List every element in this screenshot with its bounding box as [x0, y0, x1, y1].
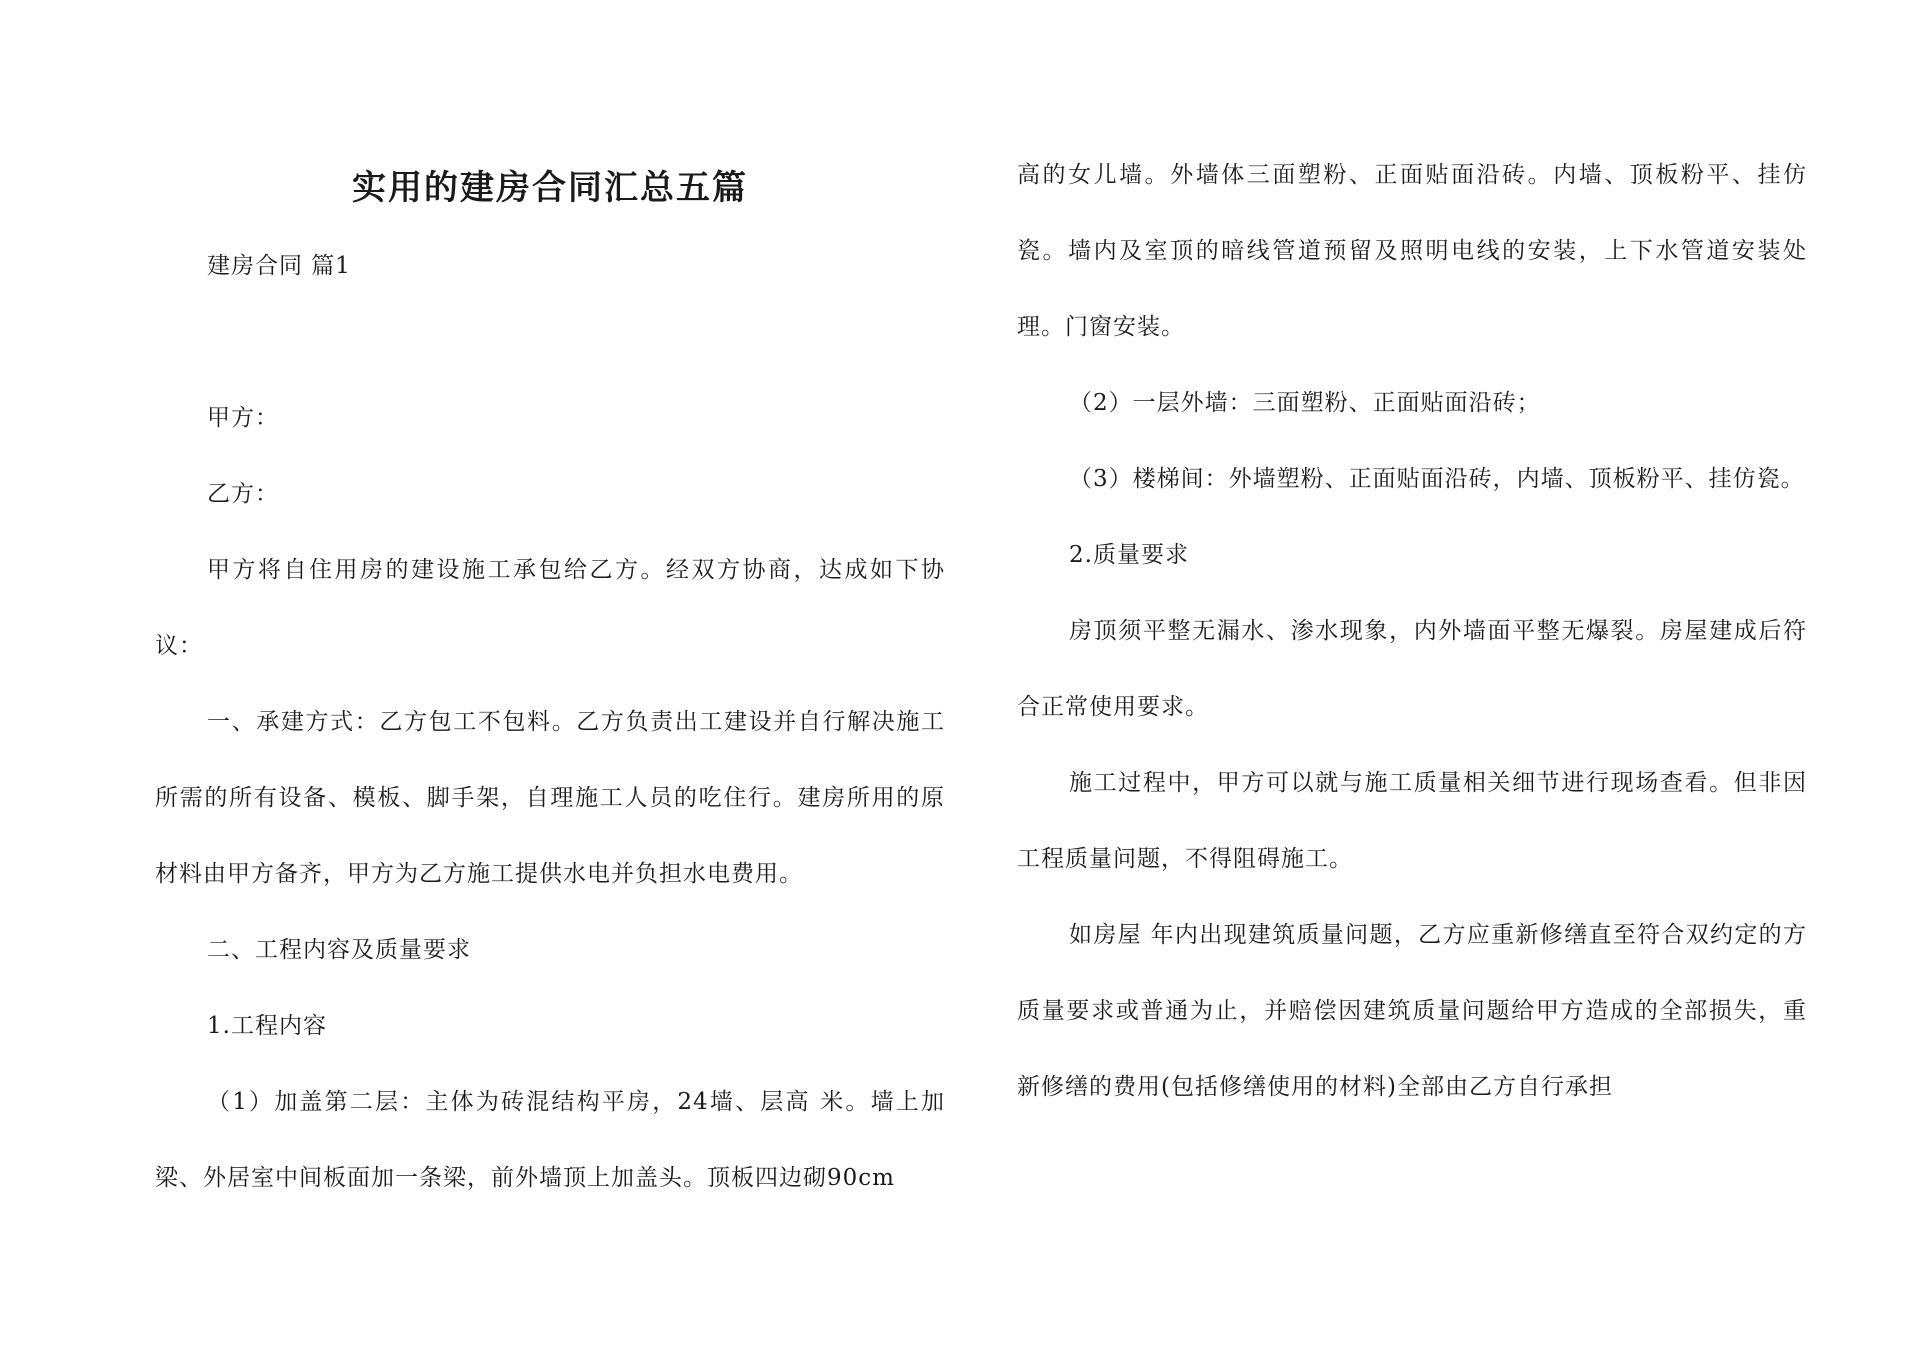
section-heading: 建房合同 篇1: [207, 253, 351, 279]
paragraph: 房顶须平整无漏水、渗水现象，内外墙面平整无爆裂。房屋建成后符合正常使用要求。: [1017, 618, 1807, 720]
right-column: [1017, 137, 1807, 1125]
paragraph: （3）楼梯间：外墙塑粉、正面贴面沿砖，内墙、顶板粉平、挂仿瓷。: [1069, 466, 1805, 492]
paragraph: 如房屋 年内出现建筑质量问题，乙方应重新修缮直至符合双约定的方质量要求或普通为止，并赔偿因建筑质量问题给甲方造成的全部损失，重新修缮的费用(包括修缮使用的材料)全部由乙方自行承担: [1017, 922, 1807, 1100]
paragraph-continued: 高的女儿墙。外墙体三面塑粉、正面贴面沿砖。内墙、顶板粉平、挂仿瓷。墙内及室顶的暗线管道预留及照明电线的安装，上下水管道安装处理。门窗安装。: [1017, 162, 1807, 340]
paragraph: （2）一层外墙：三面塑粉、正面贴面沿砖；: [1069, 390, 1541, 416]
left-column: [155, 150, 945, 1216]
paragraph: （1）加盖第二层：主体为砖混结构平房，24墙、层高 米。墙上加梁、外居室中间板面加一条梁，前外墙顶上加盖头。顶板四边砌90cm: [155, 1089, 945, 1191]
paragraph: 1.工程内容: [207, 1013, 327, 1039]
paragraph: 二、工程内容及质量要求: [207, 937, 471, 963]
document-title: 实用的建房合同汇总五篇: [352, 168, 748, 208]
paragraph: 甲方将自住用房的建设施工承包给乙方。经双方协商，达成如下协议：: [155, 557, 945, 659]
blank-line: [155, 304, 945, 380]
party-a-line: 甲方：: [207, 405, 279, 431]
paragraph: 施工过程中，甲方可以就与施工质量相关细节进行现场查看。但非因工程质量问题，不得阻碍施工。: [1017, 770, 1807, 872]
paragraph: 一、承建方式：乙方包工不包料。乙方负责出工建设并自行解决施工所需的所有设备、模板、脚手架，自理施工人员的吃住行。建房所用的原材料由甲方备齐，甲方为乙方施工提供水电并负担水电费用。: [155, 709, 945, 887]
paragraph: 2.质量要求: [1069, 542, 1189, 568]
party-b-line: 乙方：: [207, 481, 279, 507]
